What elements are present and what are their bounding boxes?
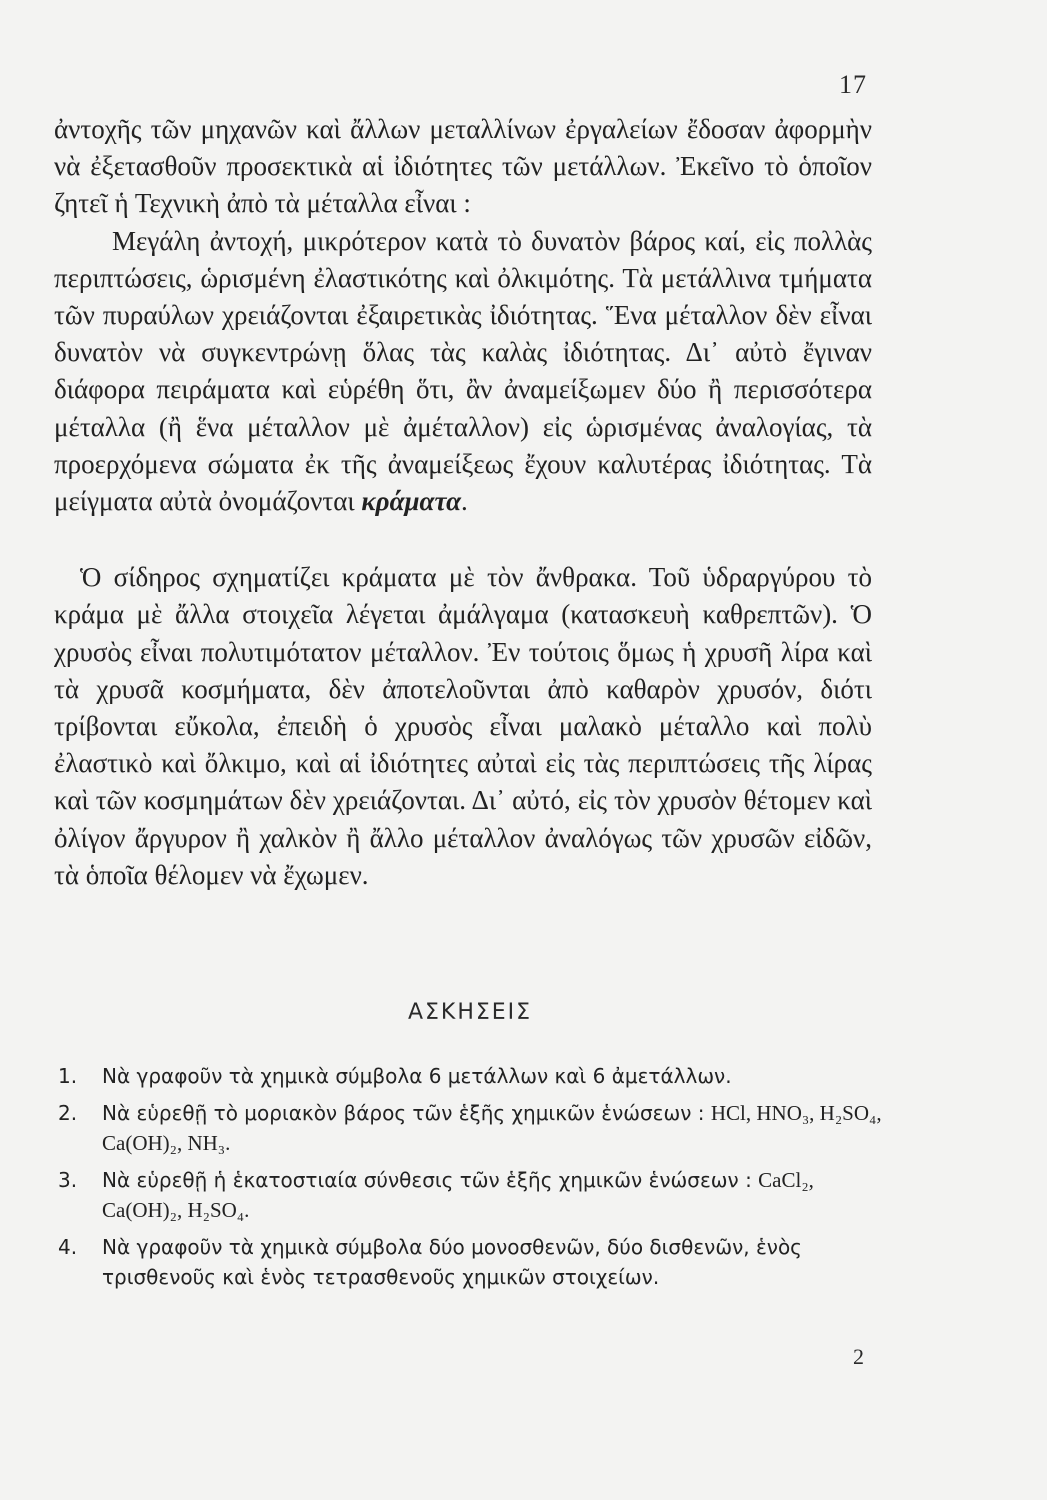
paragraph-2-text: Μεγάλη ἀντοχή, μικρότερον κατὰ τὸ δυνατὸν βάρος καί, εἰς πολλὰς περιπτώσεις, ὡρισμένη ἐλαστικότης καὶ ὀλκιμότης. Τὰ μετάλλινα τμήματα τῶν πυραύλων χρειάζονται ἐξαιρετικὰς ἰδιότητας. Ἕνα μέταλλον δὲν εἶναι δυνατὸν νὰ συγκεντρώνῃ ὅλας τὰς καλὰς ἰδιότητας. Δι᾽ αὐτὸ ἔγιναν διάφορα πειράματα καὶ εὑρέθη ὅτι, ἂν ἀναμείξωμεν δύο ἢ περισσότερα μέταλλα (ἢ ἕνα μέταλλον μὲ ἀμέταλλον) εἰς ὡρισμένας ἀναλογίας, τὰ προερχόμενα σώματα ἐκ τῆς ἀναμείξεως ἔχουν καλυτέρας ἰδιότητας. Τὰ μείγματα αὐτὰ ὀνομάζονται <box>54 225 872 517</box>
paragraph-1: ἀντοχῆς τῶν μηχανῶν καὶ ἄλλων μεταλλίνων ἐργαλείων ἔδοσαν ἀφορμὴν νὰ ἐξετασθοῦν προσεκτικὰ αἱ ἰδιότητες τῶν μετάλλων. Ἐκεῖνο τὸ ὁποῖον ζητεῖ ἡ Τεχνικὴ ἀπὸ τὰ μέταλλα εἶναι : <box>54 114 872 219</box>
exercise-number: 1. <box>58 1064 78 1088</box>
exercise-number: 4. <box>58 1235 78 1259</box>
paragraph-2-end: . <box>461 486 468 517</box>
exercise-text-body: Νὰ γραφοῦν τὰ χημικὰ σύμβολα 6 μετάλλων καὶ 6 ἀμετάλλων. <box>102 1064 732 1088</box>
exercise-formulas: CaCl₂, Ca(OH)₂, H₂SO₄. <box>102 1168 814 1222</box>
exercises-list <box>58 1061 898 1299</box>
paragraph-3: Ὁ σίδηρος σχηματίζει κράματα μὲ τὸν ἄνθρακα. Τοῦ ὑδραργύρου τὸ κράμα μὲ ἄλλα στοιχεῖα λέγεται ἀμάλγαμα (κατασκευὴ καθρεπτῶν). Ὁ χρυσὸς εἶναι πολυτιμότατον μέταλλον. Ἐν τούτοις ὅμως ἡ χρυσῆ λίρα καὶ τὰ χρυσᾶ κοσμήματα, δὲν ἀποτελοῦνται ἀπὸ καθαρὸν χρυσόν, διότι τρίβονται εὔκολα, ἐπειδὴ ὁ χρυσὸς εἶναι μαλακὸ μέταλλο καὶ πολὺ ἐλαστικὸ καὶ ὄλκιμο, καὶ αἱ ἰδιότητες αὐταὶ εἰς τὰς περιπτώσεις τῆς λίρας καὶ τῶν κοσμημάτων δὲν χρειάζονται. Δι᾽ αὐτό, εἰς τὸν χρυσὸν θέτομεν καὶ ὀλίγον ἄργυρον ἢ χαλκὸν ἢ ἄλλο μέταλλον ἀναλόγως τῶν χρυσῶν εἰδῶν, τὰ ὁποῖα θέλομεν νὰ ἔχωμεν. <box>54 562 872 890</box>
page-number: 17 <box>839 70 867 99</box>
exercise-item-1 <box>58 1061 898 1091</box>
exercise-text <box>102 1165 898 1225</box>
exercise-formulas: HCl, HNO₃, H₂SO₄, Ca(OH)₂, NH₃. <box>102 1101 882 1155</box>
term-kramata: κράματα <box>361 486 462 517</box>
exercise-item-3 <box>58 1165 898 1225</box>
exercise-text-body: Νὰ εὑρεθῇ ἡ ἑκατοστιαία σύνθεσις τῶν ἑξῆς χημικῶν ἑνώσεων : <box>102 1168 752 1192</box>
exercise-item-4 <box>58 1232 898 1292</box>
exercises-title: ΑΣΚΗΣΕΙΣ <box>407 1000 533 1025</box>
exercise-text <box>102 1098 898 1158</box>
signature-mark: 2 <box>853 1344 864 1369</box>
exercise-number: 2. <box>58 1101 78 1125</box>
exercise-text <box>102 1061 898 1091</box>
exercise-text-body: Νὰ εὑρεθῇ τὸ μοριακὸν βάρος τῶν ἑξῆς χημικῶν ἑνώσεων : <box>102 1101 705 1125</box>
body-text <box>54 111 872 894</box>
exercise-text-body: Νὰ γραφοῦν τὰ χημικὰ σύμβολα δύο μονοσθενῶν, δύο δισθενῶν, ἑνὸς τρισθενοῦς καὶ ἑνὸς τετρασθενοῦς χημικῶν στοιχείων. <box>102 1235 802 1289</box>
exercise-number: 3. <box>58 1168 78 1192</box>
exercise-text <box>102 1232 898 1292</box>
exercise-item-2 <box>58 1098 898 1158</box>
paragraph-2 <box>54 223 872 521</box>
